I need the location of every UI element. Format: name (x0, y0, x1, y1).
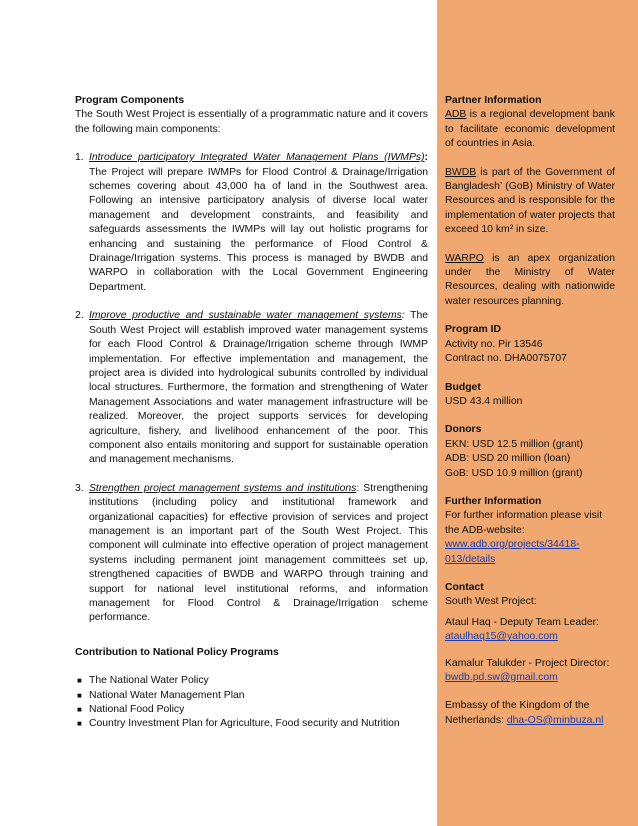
partner-heading: Partner Information (445, 95, 542, 106)
contact-project: South West Project: (445, 596, 537, 608)
partner-bwdb: BWDB is part of the Government of Bangladesh’ (GoB) Ministry of Water Resources and is responsible for the implementation of water projects that exceed 10 km² in size. (445, 166, 615, 236)
component-title: Improve productive and sustainable water management systems (89, 310, 402, 322)
partner-adb: ADB is a regional development bank to facilitate economic development of countries in Asia. (445, 109, 615, 150)
donors-heading: Donors (445, 424, 482, 436)
further-info-text: For further information please visit the ADB-website: (445, 510, 603, 536)
donor-ekn: EKN: USD 12.5 million (grant) (445, 438, 584, 450)
bullet-icon: ■ (77, 719, 82, 729)
partner-name: WARPO (445, 252, 484, 264)
contact2-email-link[interactable]: bwdb.pd.sw@gmail.com (445, 672, 558, 683)
list-item: ■ National Water Management Plan (75, 689, 428, 703)
budget-heading: Budget (445, 381, 481, 393)
list-item: ■ National Food Policy (75, 703, 428, 717)
activity-no: Activity no. Pir 13546 (445, 338, 543, 350)
components-list (75, 151, 428, 626)
contact1-email-link[interactable]: ataulhaq15@yahoo.com (445, 631, 558, 643)
component-text: The South West Project will establish improved water management systems for each Flood Control & Drainage/Irrigation scheme through IWMP implementation. For effective implementation and management, the project area is divided into hydrological subunits controlled by individual local structures. Furthermore, the formation and strengthening of Water Management Associations and water management infrastructure will be realized. Moreover, the project supports services for developing agriculture, fishery, and livelihood enhancement of the poor. This component also entails monitoring and support for sustainable operation and management mechanisms. (89, 310, 429, 466)
intro-paragraph: The South West Project is essentially of a programmatic nature and it covers the following main components: (75, 109, 428, 135)
list-item: ■ Country Investment Plan for Agriculture, Food security and Nutrition (75, 717, 428, 731)
list-item: ■ The National Water Policy (75, 674, 428, 688)
policy-heading: Contribution to National Policy Programs (75, 646, 279, 658)
bullet-icon: ■ (77, 676, 82, 686)
contact2-label: Kamalur Talukder - Project Director: (445, 657, 610, 669)
adb-website-link[interactable]: www.adb.org/projects/34418-013/details (445, 539, 580, 565)
partner-warpo: WARPO is an apex organization under the Ministry of Water Resources, dealing with nationwide water resources planning. (445, 252, 615, 307)
program-components-heading: Program Components (75, 95, 185, 106)
contact-heading: Contact (445, 581, 484, 593)
contract-no: Contract no. DHA0075707 (445, 353, 567, 365)
sidebar-content (445, 94, 615, 728)
component-item-1: 1. Introduce participatory Integrated Water Management Plans (IWMPs): The Project will prepare IWMPs for Flood Control & Drainage/Irrigation schemes covering about 43,000 ha of land in the Southwest area. Following an intensive participatory analysis of diverse local water management and development constraints, and feasibility and safeguards assessments the IWMPs will lay out holistic programs for enhancing and sustaining the performance of Flood Control & Drainage/Irrigation systems. This process is managed by BWDB and WARPO in collaboration with the Local Government Engineering Department. (75, 152, 428, 293)
partner-name: BWDB (445, 166, 477, 178)
embassy-contact: Embassy of the Kingdom of the Netherlands: dha-OS@minbuza.nl (445, 700, 604, 726)
embassy-email-link[interactable]: dha-OS@minbuza.nl (506, 714, 604, 726)
program-id-heading: Program ID (445, 324, 502, 336)
contact1-label: Ataul Haq - Deputy Team Leader: (445, 616, 600, 628)
further-info-heading: Further Information (445, 495, 542, 507)
component-title: Introduce participatory Integrated Water Management Plans (IWMPs) (89, 152, 425, 164)
partner-name: ADB (445, 109, 467, 121)
main-column (75, 94, 428, 732)
component-item-2: 2. Improve productive and sustainable water management systems: The South West Project will establish improved water management systems for each Flood Control & Drainage/Irrigation scheme through IWMP implementation. For effective implementation and management, the project area is divided into hydrological subunits controlled by individual local structures. Furthermore, the formation and strengthening of Water Management Associations and water management infrastructure will be realized. Moreover, the project supports services for developing agriculture, fishery, and livelihood enhancement of the poor. This component also entails monitoring and support for sustainable operation and management mechanisms. (75, 310, 429, 466)
component-item-3: 3. Strengthen project management systems and institutions: Strengthening institutions (including policy and institutional framework and organizational capacities) for effective provision of services and project management is an important part of the South West Project. This component will culminate into effective operation of project management systems including permanent joint management committees set up, strengthened capacities of BWDB and WARPO through training and support for national level institutional reforms, and information management for Flood Control & Drainage/Irrigation scheme performance. (75, 482, 429, 624)
component-text: The Project will prepare IWMPs for Flood Control & Drainage/Irrigation schemes covering about 43,000 ha of land in the Southwest area. Following an intensive participatory analysis of diverse local water management and development constraints, and feasibility and safeguards assessments the IWMPs will lay out holistic programs for enhancing and sustaining the performance of Flood Control & Drainage/Irrigation systems. This process is managed by BWDB and WARPO in collaboration with the Local Government Engineering Department. (89, 166, 428, 293)
donor-adb: ADB: USD 20 million (loan) (445, 453, 571, 465)
donor-gob: GoB: USD 10.9 million (grant) (445, 467, 583, 479)
component-title: Strengthen project management systems and institutions (89, 482, 357, 494)
budget-value: USD 43.4 million (445, 395, 523, 407)
component-text: Strengthening institutions (including policy and institutional framework and organizational capacities) for effective provision of services and project management is an important part of the South West Project. This component will culminate into effective operation of project management systems including permanent joint management committees set up, strengthened capacities of BWDB and WARPO through training and support for national level institutional reforms, and information management for Flood Control & Drainage/Irrigation scheme performance. (89, 482, 429, 624)
policy-list (75, 674, 428, 732)
bullet-icon: ■ (77, 690, 82, 700)
bullet-icon: ■ (77, 705, 82, 715)
